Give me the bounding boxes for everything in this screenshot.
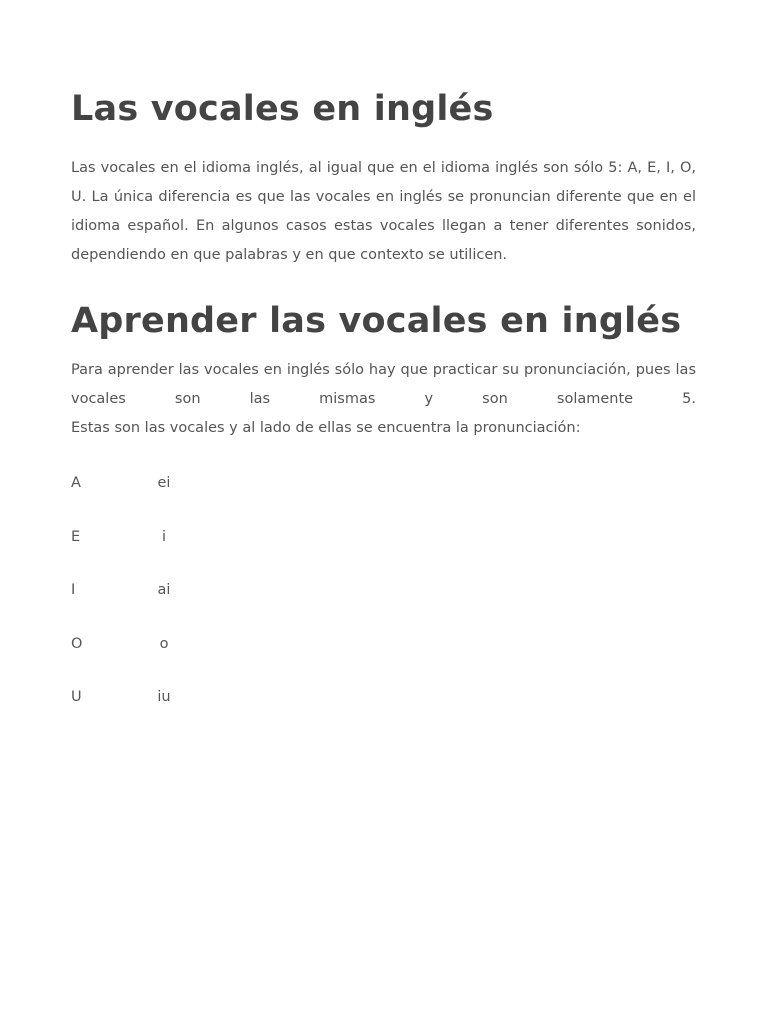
vowel-pronunciation: ai: [157, 582, 171, 598]
section-paragraph-line2: Estas son las vocales y al lado de ellas se encuentra la pronunciación:: [71, 420, 581, 436]
section-paragraph: [71, 356, 696, 443]
section-heading: Aprender las vocales en inglés: [71, 301, 682, 341]
vowel-pronunciation: i: [161, 528, 167, 545]
vowel-row: [71, 633, 696, 687]
vowel-list: [71, 472, 696, 740]
vowel-letter: I: [71, 582, 76, 598]
intro-paragraph: Las vocales en el idioma inglés, al igual que en el idioma inglés son sólo 5: A, E, I, O, U. La única diferencia es que las vocales en inglés se pronuncian diferente que en el idioma español. En algunos casos estas vocales llegan a tener diferentes sonidos, dependiendo en que palabras y en que contexto se utilicen.: [71, 160, 696, 263]
section-paragraph-line1: Para aprender las vocales en inglés sólo hay que practicar su pronunciación, pues las vocales son las mismas y son solamente 5.: [71, 362, 696, 407]
vowel-letter: O: [71, 635, 83, 652]
vowel-pronunciation: ei: [157, 475, 171, 491]
vowel-row: [71, 526, 696, 580]
vowel-pronunciation: iu: [157, 689, 171, 705]
vowel-letter: U: [71, 689, 82, 705]
vowel-row: [71, 686, 696, 740]
vowel-letter: E: [71, 528, 81, 545]
vowel-letter: A: [71, 475, 81, 491]
page-title: Las vocales en inglés: [71, 89, 494, 129]
vowel-row: [71, 472, 696, 526]
vowel-pronunciation: o: [159, 635, 169, 652]
vowel-row: [71, 579, 696, 633]
article-content: [71, 86, 696, 740]
